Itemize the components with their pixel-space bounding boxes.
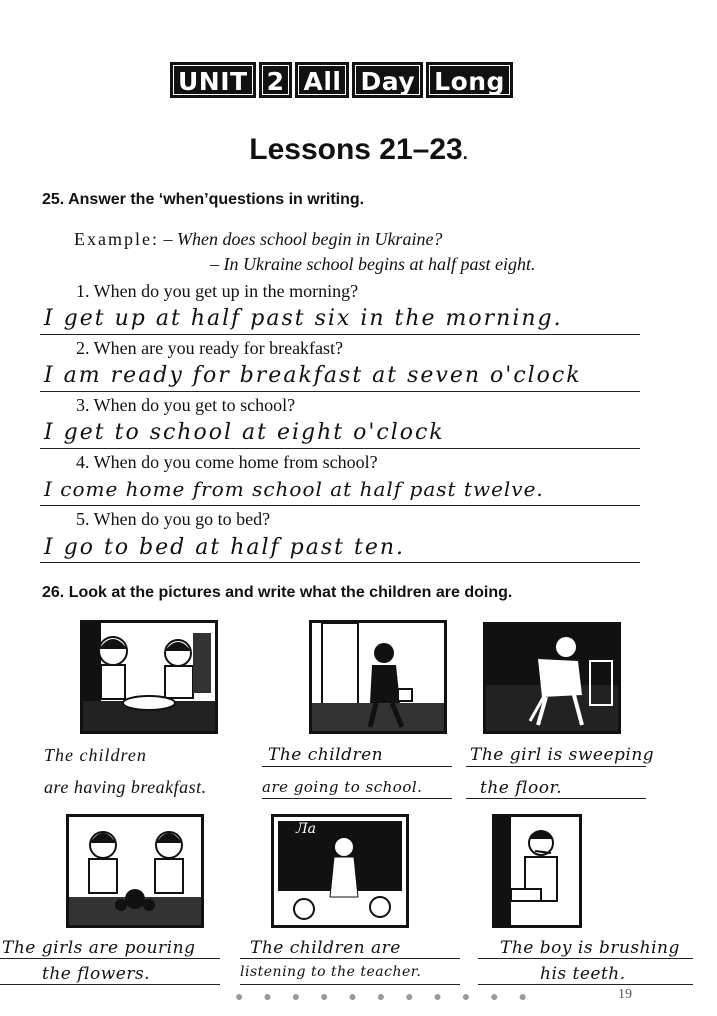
picture-sweeping <box>483 622 621 734</box>
caption-4-line-1: The girls are pouring <box>2 938 196 958</box>
breakfast-illustration <box>83 623 215 731</box>
caption-5-line-2: listening to the teacher. <box>240 964 422 980</box>
classroom-illustration <box>274 817 406 925</box>
exercise-25-title: 25. Answer the ‘when’questions in writing. <box>42 191 365 208</box>
watering-flowers-illustration <box>69 817 201 925</box>
answer-line <box>40 391 640 392</box>
answer-line <box>40 448 640 449</box>
example-question: – When does school begin in Ukraine? <box>163 229 443 249</box>
answer-5: I go to bed at half past ten. <box>44 535 406 560</box>
example-caption-line-2: are having breakfast. <box>44 777 207 797</box>
answer-4: I come home from school at half past twelve. <box>44 477 544 501</box>
caption-line <box>262 798 452 799</box>
unit-word: 2 <box>259 62 293 98</box>
caption-line <box>262 766 452 767</box>
answer-line <box>40 505 640 506</box>
picture-going-to-school <box>309 620 447 734</box>
caption-line <box>478 958 693 959</box>
lesson-title-text: Lessons 21–23 <box>249 133 463 166</box>
answer-3: I get to school at eight o'clock <box>44 420 445 445</box>
picture-watering-flowers <box>66 814 204 928</box>
unit-word: Day <box>352 62 423 98</box>
school-boy-illustration <box>312 623 444 731</box>
picture-classroom <box>271 814 409 928</box>
caption-3-line-2: the floor. <box>480 778 563 798</box>
picture-brushing-teeth <box>492 814 582 928</box>
answer-line <box>40 562 640 563</box>
question-4: 4. When do you come home from school? <box>76 452 378 472</box>
page-number: 19 <box>618 987 632 1002</box>
question-5: 5. When do you go to bed? <box>76 509 271 529</box>
question-3: 3. When do you get to school? <box>76 395 296 415</box>
brushing-teeth-illustration <box>495 817 579 925</box>
exercise-26-title: 26. Look at the pictures and write what the children are doing. <box>42 584 513 601</box>
example-label: Example: <box>74 229 159 249</box>
caption-5-line-1: The children are <box>250 938 401 958</box>
caption-2-line-1: The children <box>268 745 384 765</box>
question-2: 2. When are you ready for breakfast? <box>76 338 344 358</box>
unit-word: UNIT <box>170 62 256 98</box>
answer-line <box>40 334 640 335</box>
footer-decoration: ● ● ● ● ● ● ● ● ● ● ● <box>235 988 535 1004</box>
caption-line <box>466 766 646 767</box>
unit-banner <box>170 62 513 98</box>
unit-word: All <box>295 62 349 98</box>
answer-2: I am ready for breakfast at seven o'clock <box>44 363 582 388</box>
blackboard-text: Ла <box>296 821 317 837</box>
caption-2-line-2: are going to school. <box>262 778 423 796</box>
caption-line <box>240 958 460 959</box>
unit-word: Long <box>426 62 513 98</box>
caption-3-line-1: The girl is sweeping <box>470 745 655 765</box>
caption-6-line-2: his teeth. <box>540 964 626 984</box>
caption-4-line-2: the flowers. <box>42 964 151 984</box>
picture-breakfast <box>80 620 218 734</box>
caption-line <box>478 984 693 985</box>
answer-1: I get up at half past six in the morning. <box>44 306 563 331</box>
example-question-line <box>74 229 442 250</box>
question-1: 1. When do you get up in the morning? <box>76 281 359 301</box>
caption-line <box>240 984 460 985</box>
lesson-title-dot: . <box>462 143 468 163</box>
caption-line <box>0 958 220 959</box>
caption-6-line-1: The boy is brushing <box>500 938 680 958</box>
example-caption-line-1: The children <box>44 745 147 765</box>
sweeping-girl-illustration <box>486 625 618 731</box>
lesson-title <box>0 133 717 167</box>
example-answer: – In Ukraine school begins at half past eight. <box>210 254 536 274</box>
caption-line <box>0 984 220 985</box>
caption-line <box>466 798 646 799</box>
